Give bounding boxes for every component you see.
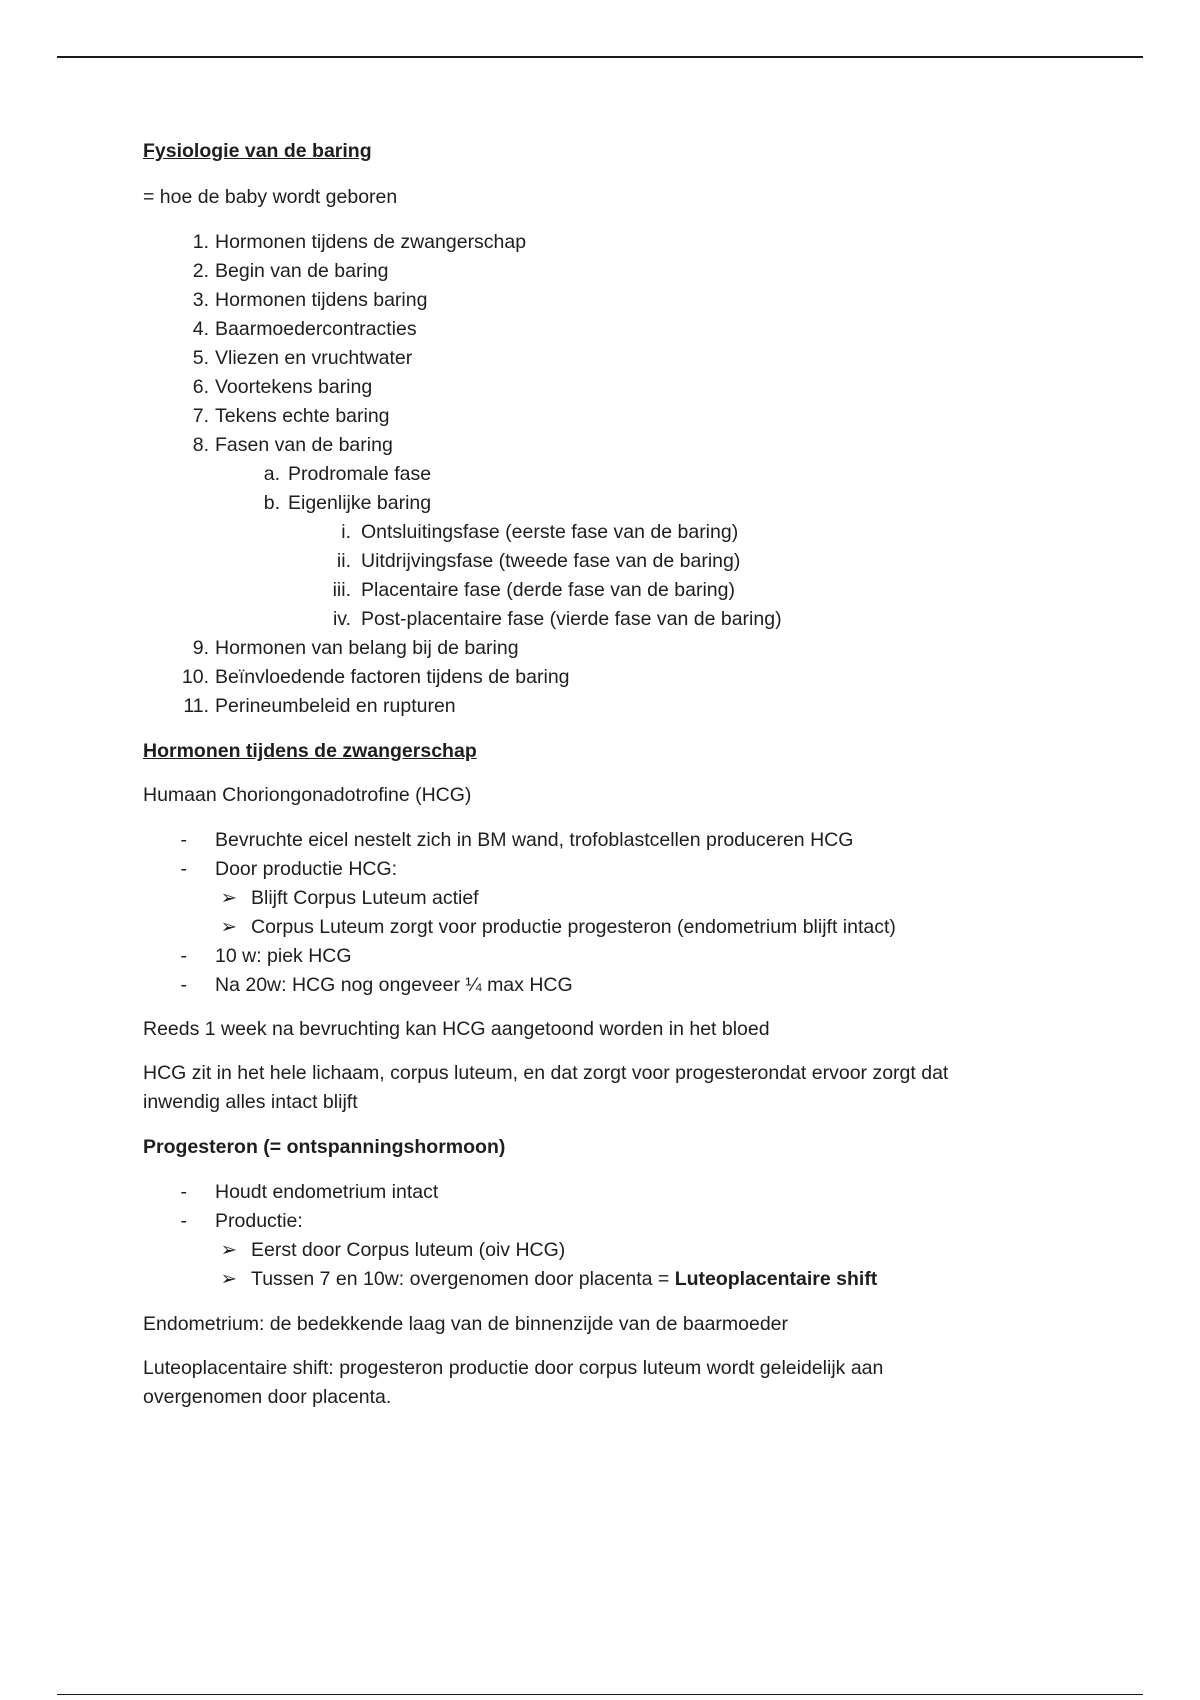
section-heading-progesteron: Progesteron (= ontspanningshormoon) xyxy=(143,1136,506,1158)
toc-item: 6. Voortekens baring xyxy=(192,376,373,398)
arrow-bullet-icon: ➢ xyxy=(220,887,237,909)
header-rule xyxy=(57,56,1143,58)
toc-item: 4. Baarmoedercontracties xyxy=(192,318,417,340)
list-subitem: ➢ Blijft Corpus Luteum actief xyxy=(251,884,479,913)
toc-item: 9. Hormonen van belang bij de baring xyxy=(192,637,519,659)
arrow-bullet-icon: ➢ xyxy=(220,916,237,938)
list-item: - Door productie HCG: xyxy=(180,858,398,880)
section-heading-hcg: Hormonen tijdens de zwangerschap xyxy=(143,740,477,762)
list-subitem: ➢ Tussen 7 en 10w: overgenomen door placenta = Luteoplacentaire shift xyxy=(251,1265,877,1294)
toc-item: 1. Hormonen tijdens de zwangerschap xyxy=(192,231,527,253)
toc-subsubitem: iii. Placentaire fase (derde fase van de baring) xyxy=(332,579,735,601)
list-item: - Productie: xyxy=(180,1210,303,1232)
list-item: - Na 20w: HCG nog ongeveer ¼ max HCG xyxy=(180,974,573,996)
toc-item: 10. Beïnvloedende factoren tijdens de baring xyxy=(181,666,570,688)
bold-term: Luteoplacentaire shift xyxy=(674,1268,878,1290)
toc-subitem: a. Prodromale fase xyxy=(263,463,432,485)
toc-item: 3. Hormonen tijdens baring xyxy=(192,289,428,311)
toc-item: 11. Perineumbeleid en rupturen xyxy=(183,695,456,717)
footer-rule xyxy=(57,1694,1143,1695)
paragraph: Reeds 1 week na bevruchting kan HCG aangetoond worden in het bloed xyxy=(143,1018,770,1040)
list-item: - 10 w: piek HCG xyxy=(180,945,352,967)
toc-item: 5. Vliezen en vruchtwater xyxy=(192,347,413,369)
list-item: - Houdt endometrium intact xyxy=(180,1181,439,1203)
toc-subsubitem: ii. Uitdrijvingsfase (tweede fase van de baring) xyxy=(336,550,741,572)
arrow-bullet-icon: ➢ xyxy=(220,1239,237,1261)
toc-item: 2. Begin van de baring xyxy=(192,260,389,282)
list-item: - Bevruchte eicel nestelt zich in BM wand, trofoblastcellen produceren HCG xyxy=(180,829,854,851)
toc-subitem: b. Eigenlijke baring xyxy=(263,492,432,514)
toc-subsubitem: iv. Post-placentaire fase (vierde fase van de baring) xyxy=(332,608,782,630)
list-subitem: ➢ Eerst door Corpus luteum (oiv HCG) xyxy=(251,1236,565,1265)
intro-text: = hoe de baby wordt geboren xyxy=(143,186,398,208)
subheading-hcg: Humaan Choriongonadotrofine (HCG) xyxy=(143,784,472,806)
paragraph: HCG zit in het hele lichaam, corpus luteum, en dat zorgt voor progesterondat ervoor zorgt dat inwendig alles intact blijft xyxy=(143,1062,949,1113)
arrow-bullet-icon: ➢ xyxy=(220,1268,237,1290)
toc-item: 7. Tekens echte baring xyxy=(192,405,390,427)
paragraph: Luteoplacentaire shift: progesteron productie door corpus luteum wordt geleidelijk aan overgenomen door placenta. xyxy=(143,1357,884,1408)
list-subitem: ➢ Corpus Luteum zorgt voor productie progesteron (endometrium blijft intact) xyxy=(251,913,896,942)
paragraph: Endometrium: de bedekkende laag van de binnenzijde van de baarmoeder xyxy=(143,1313,789,1335)
toc-subsubitem: i. Ontsluitingsfase (eerste fase van de baring) xyxy=(341,521,739,543)
page-title: Fysiologie van de baring xyxy=(143,140,372,162)
toc-item: 8. Fasen van de baring xyxy=(192,434,393,456)
